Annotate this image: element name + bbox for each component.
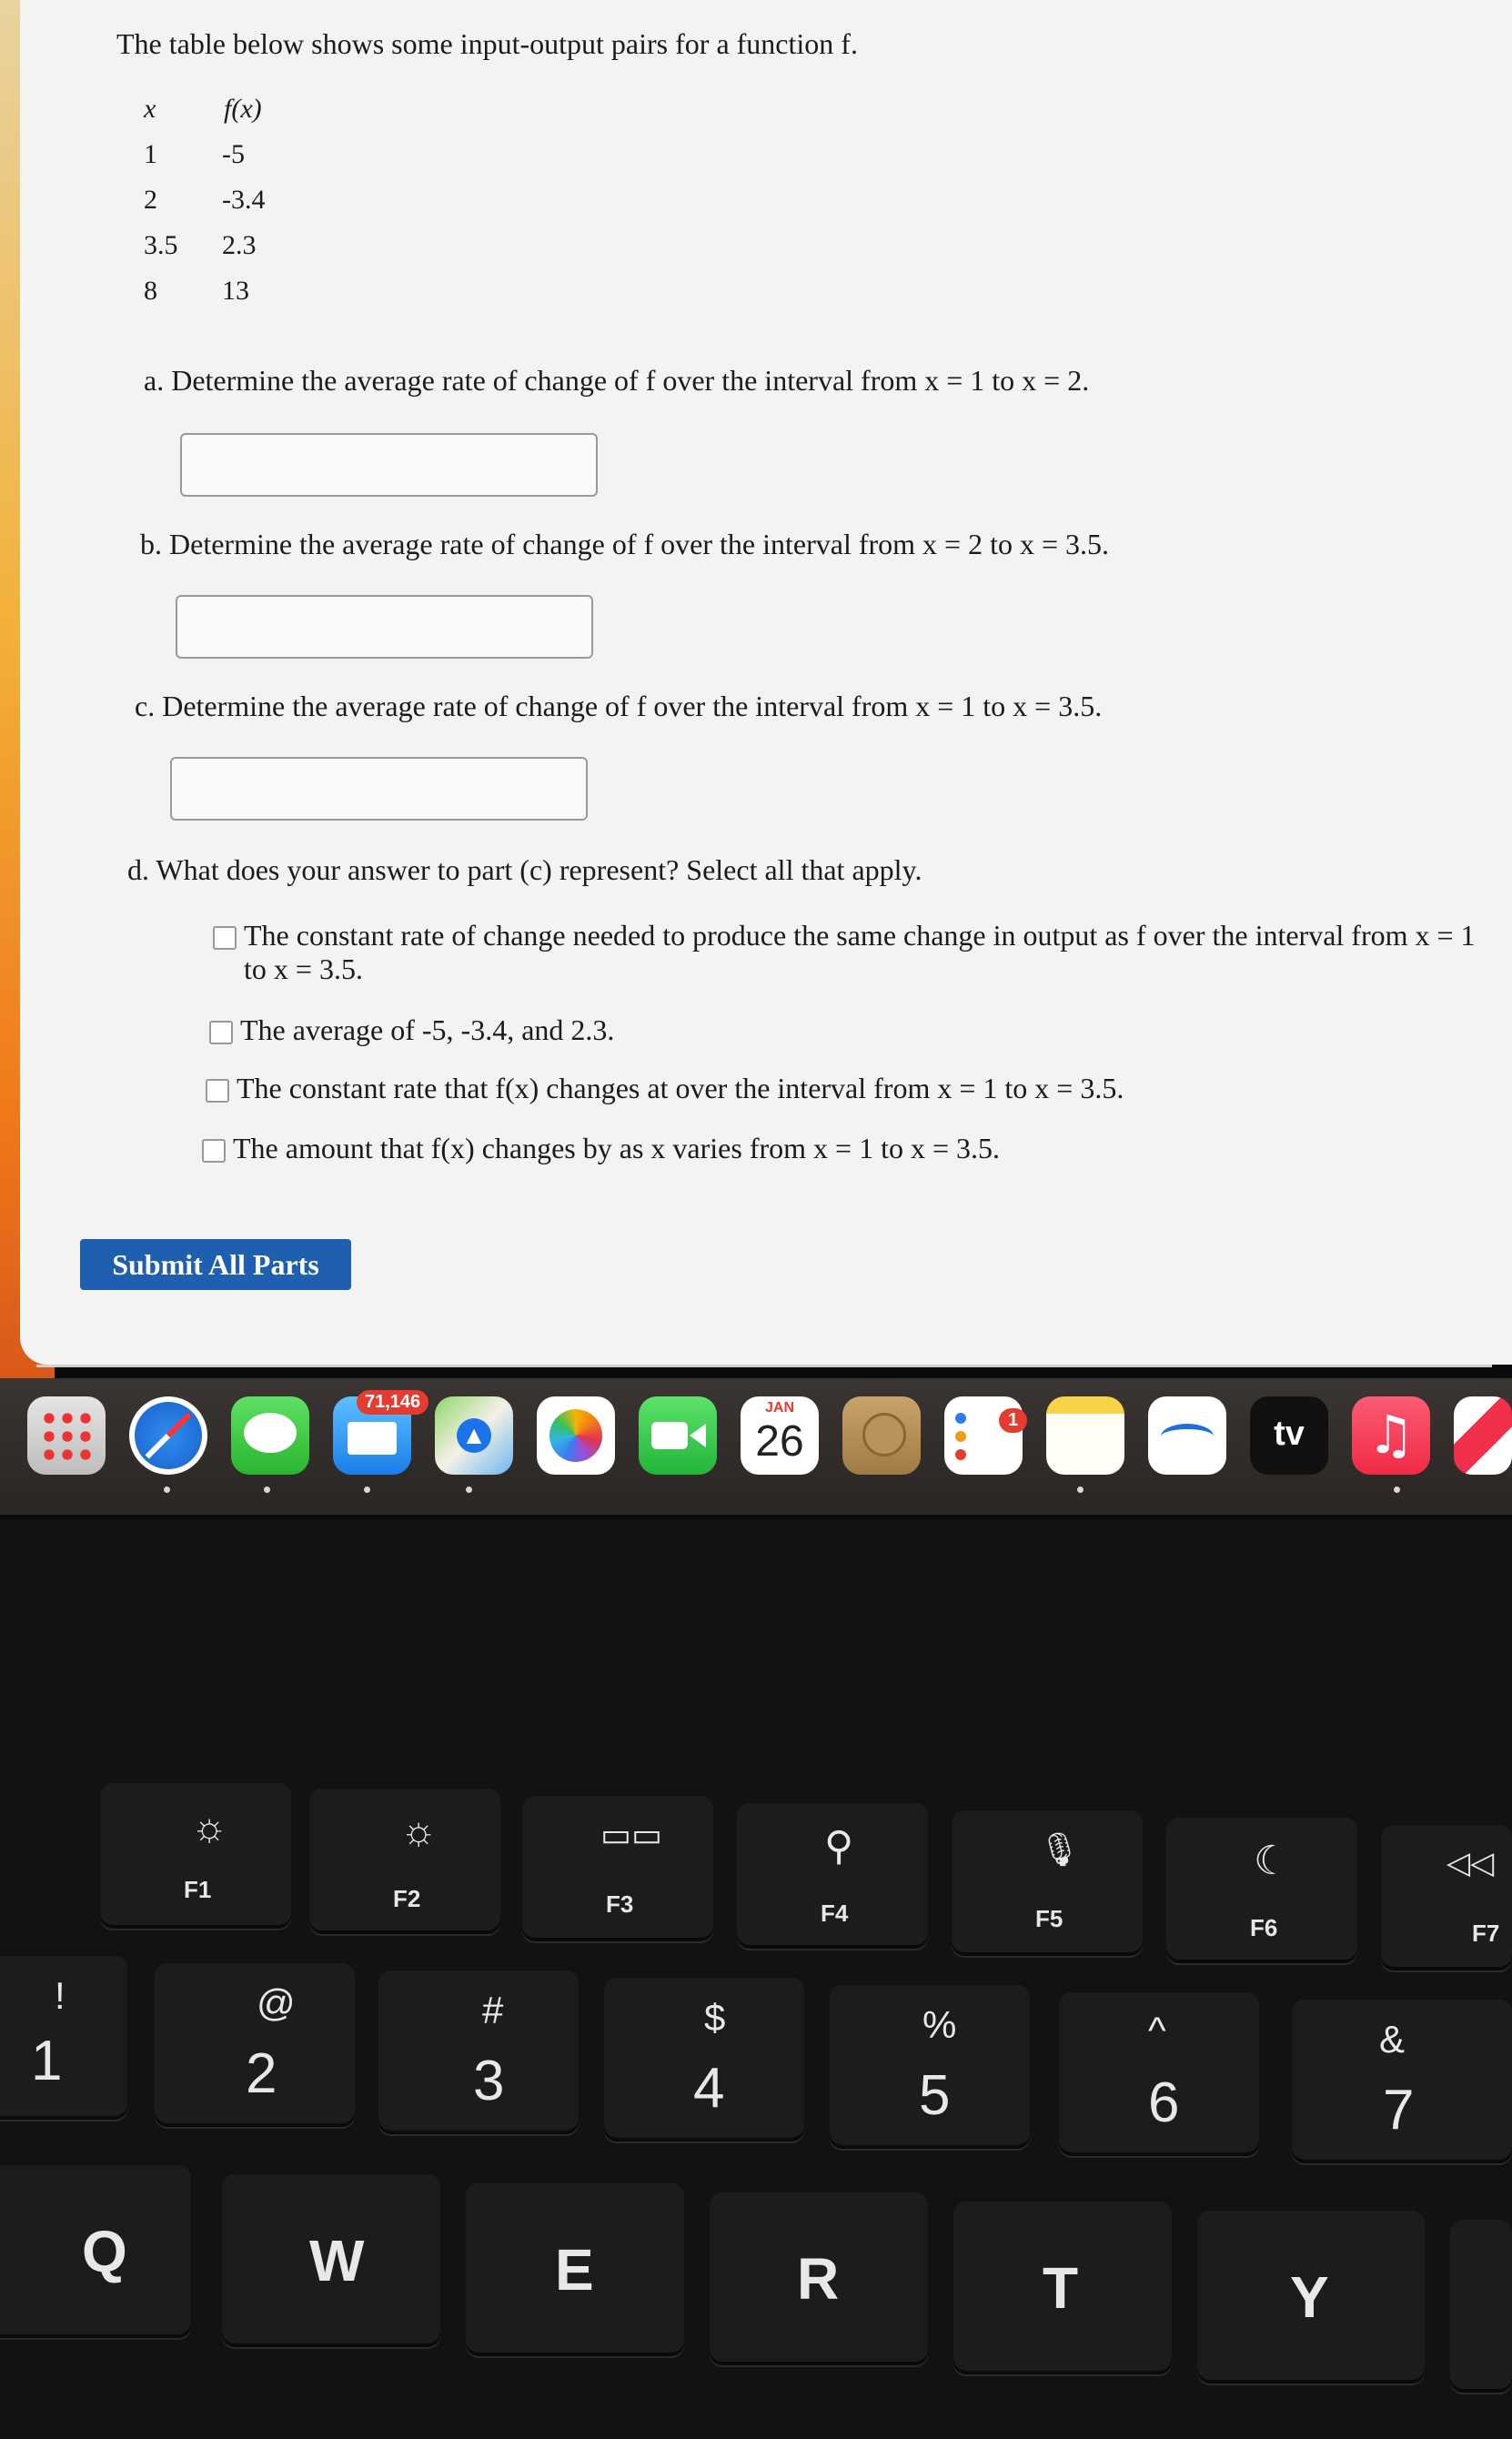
reminders-badge: 1 (999, 1408, 1027, 1433)
key-1-main: 1 (31, 2030, 63, 2092)
key-7-main: 7 (1383, 2079, 1415, 2142)
f1-key[interactable] (100, 1783, 291, 1929)
f6-key[interactable] (1166, 1818, 1357, 1963)
key-t-label: T (1043, 2255, 1079, 2321)
running-indicator (264, 1487, 270, 1493)
key-t[interactable] (953, 2202, 1172, 2374)
contacts-icon[interactable] (842, 1396, 921, 1475)
messages-icon[interactable] (231, 1396, 309, 1475)
f2-key[interactable] (309, 1789, 500, 1934)
table-cell: 2 (144, 185, 157, 215)
key-7[interactable] (1292, 2000, 1512, 2163)
notes-icon[interactable] (1046, 1396, 1124, 1475)
part-a-prompt: a. Determine the average rate of change of f over the interval from x = 1 to x = 2. (144, 364, 1090, 397)
key-u[interactable] (1450, 2220, 1512, 2393)
key-r-label: R (797, 2246, 840, 2312)
submit-all-parts-button[interactable]: Submit All Parts (80, 1239, 351, 1290)
f5-label: F5 (1035, 1905, 1063, 1932)
spotlight-icon: ⚲ (824, 1824, 854, 1869)
brightness-down-icon: ☼ (191, 1805, 228, 1849)
f4-label: F4 (821, 1900, 849, 1927)
apple-tv-icon[interactable] (1250, 1396, 1328, 1475)
key-w-label: W (309, 2228, 365, 2293)
f4-key[interactable] (737, 1803, 928, 1949)
option-3[interactable] (206, 1072, 1124, 1105)
f3-key[interactable] (522, 1796, 713, 1941)
key-q-label: Q (82, 2219, 127, 2284)
key-y[interactable] (1197, 2211, 1425, 2384)
key-r[interactable] (710, 2192, 928, 2365)
key-1[interactable] (0, 1956, 127, 2120)
key-w[interactable] (222, 2174, 440, 2347)
news-icon[interactable] (1454, 1396, 1512, 1475)
key-7-shift: & (1379, 2018, 1406, 2061)
key-3[interactable] (378, 1970, 579, 2134)
key-5-main: 5 (919, 2064, 951, 2127)
input-output-table (120, 86, 286, 314)
part-c-answer-input[interactable] (170, 757, 588, 821)
calendar-icon[interactable] (741, 1396, 819, 1475)
table-row (120, 177, 286, 223)
table-row (120, 223, 286, 268)
option-4-checkbox[interactable] (202, 1139, 226, 1163)
safari-icon[interactable] (129, 1396, 207, 1475)
option-3-checkbox[interactable] (206, 1079, 229, 1103)
option-1[interactable] (213, 919, 1487, 986)
option-2-checkbox[interactable] (209, 1021, 233, 1044)
key-1-shift: ! (55, 1974, 66, 2017)
running-indicator (466, 1487, 472, 1493)
table-cell: -5 (222, 139, 245, 169)
photos-icon[interactable] (537, 1396, 615, 1475)
key-4-main: 4 (693, 2057, 725, 2120)
brightness-up-icon: ☼ (400, 1809, 438, 1853)
calendar-day: 26 (755, 1417, 804, 1466)
running-indicator (164, 1487, 170, 1493)
table-cell: -3.4 (222, 185, 266, 215)
f2-label: F2 (393, 1885, 421, 1912)
key-2-shift: @ (257, 1981, 296, 2024)
key-6[interactable] (1059, 1992, 1259, 2156)
option-1-checkbox[interactable] (213, 926, 237, 950)
part-b-answer-input[interactable] (176, 595, 593, 659)
table-cell: 13 (222, 276, 249, 306)
key-3-main: 3 (473, 2050, 505, 2112)
music-icon[interactable]: ♫ (1352, 1396, 1430, 1475)
do-not-disturb-icon: ☾ (1254, 1839, 1290, 1883)
key-6-shift: ^ (1148, 2009, 1166, 2051)
table-cell: 3.5 (144, 230, 178, 260)
page-divider (36, 1365, 1492, 1367)
key-4-shift: $ (704, 1996, 726, 2039)
table-header-fx: f(x) (224, 94, 262, 124)
part-a-answer-input[interactable] (180, 433, 598, 497)
key-y-label: Y (1290, 2264, 1329, 2330)
f7-label: F7 (1472, 1920, 1500, 1947)
f3-label: F3 (606, 1890, 634, 1918)
f6-label: F6 (1250, 1914, 1278, 1941)
table-header-x: x (144, 94, 156, 124)
running-indicator (1394, 1487, 1400, 1493)
mail-badge: 71,146 (357, 1390, 428, 1415)
mission-control-icon: ▭▭ (600, 1816, 663, 1853)
table-cell: 2.3 (222, 230, 257, 260)
launchpad-icon[interactable] (27, 1396, 106, 1475)
maps-icon[interactable]: ▲ (435, 1396, 513, 1475)
browser-page (20, 0, 1512, 1365)
key-2[interactable] (155, 1963, 355, 2127)
option-4[interactable] (202, 1132, 1000, 1165)
key-5[interactable] (830, 1985, 1030, 2149)
apple-tv-label: tv (1274, 1415, 1305, 1453)
option-2[interactable] (209, 1013, 614, 1047)
key-q[interactable] (0, 2165, 191, 2338)
part-c-prompt: c. Determine the average rate of change of f over the interval from x = 1 to x = 3.5. (135, 690, 1103, 722)
table-cell: 8 (144, 276, 157, 306)
key-4[interactable] (604, 1978, 804, 2142)
part-d-prompt: d. What does your answer to part (c) represent? Select all that apply. (127, 853, 922, 886)
key-3-shift: # (482, 1989, 504, 2031)
option-2-label: The average of -5, -3.4, and 2.3. (240, 1013, 615, 1046)
question-content (20, 0, 1512, 1365)
table-cell: 1 (144, 139, 157, 169)
running-indicator (1077, 1487, 1084, 1493)
key-e[interactable] (466, 2183, 684, 2356)
option-3-label: The constant rate that f(x) changes at over the interval from x = 1 to x = 3.5. (237, 1072, 1124, 1104)
part-b-prompt: b. Determine the average rate of change of f over the interval from x = 2 to x = 3.5. (140, 528, 1110, 560)
dictation-icon: 🎙 (1039, 1830, 1081, 1868)
key-6-main: 6 (1148, 2071, 1180, 2134)
rewind-icon: ◁◁ (1446, 1846, 1495, 1880)
facetime-icon[interactable] (639, 1396, 717, 1475)
freeform-icon[interactable] (1148, 1396, 1226, 1475)
key-e-label: E (555, 2237, 594, 2303)
table-row (120, 132, 286, 177)
running-indicator (364, 1487, 370, 1493)
f1-label: F1 (184, 1876, 212, 1903)
key-2-main: 2 (246, 2042, 277, 2105)
key-5-shift: % (922, 2003, 957, 2046)
f5-key[interactable] (952, 1810, 1143, 1956)
question-intro: The table below shows some input-output pairs for a function f. (116, 27, 858, 60)
option-1-label: The constant rate of change needed to produce the same change in output as f over the interval from x = 1 to x = 3.5. (244, 919, 1476, 985)
option-4-label: The amount that f(x) changes by as x varies from x = 1 to x = 3.5. (233, 1132, 1000, 1164)
table-row (120, 268, 286, 314)
calendar-month: JAN (764, 1400, 794, 1416)
f7-key[interactable] (1381, 1825, 1512, 1970)
